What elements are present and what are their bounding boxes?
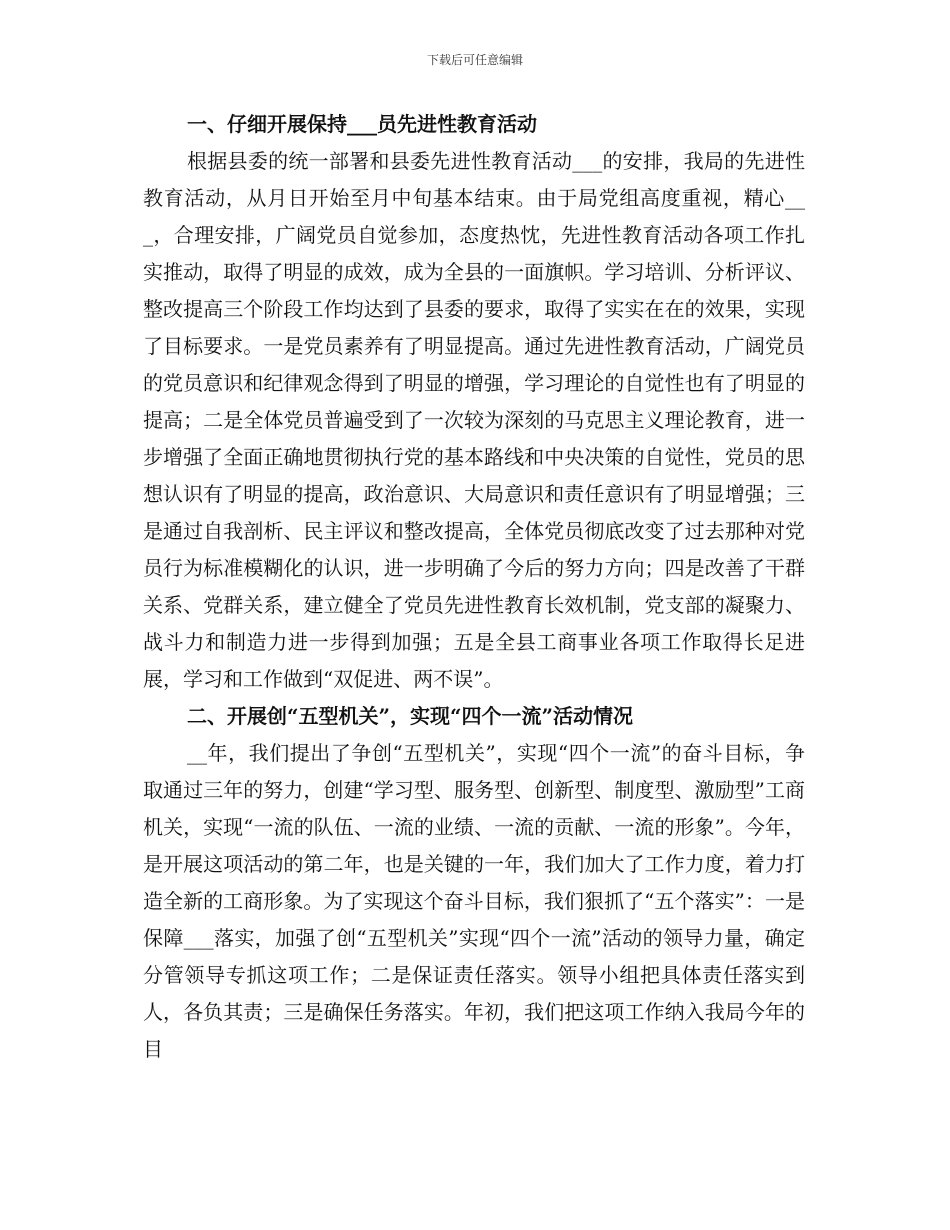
page-header-note: 下载后可任意编辑 xyxy=(426,53,523,67)
section-heading: 一、仔细开展保持___员先进性教育活动 xyxy=(187,112,537,136)
document-body xyxy=(143,106,805,1068)
section-heading: 二、开展创“五型机关”，实现“四个一流”活动情况 xyxy=(187,704,634,728)
section-paragraph: 根据县委的统一部署和县委先进性教育活动___的安排，我局的先进性教育活动，从月日开始至月中旬基本结束。由于局党组高度重视，精心___，合理安排，广阔党员自觉参加，态度热忱，先进性教育活动各项工作扎实推动，取得了明显的成效，成为全县的一面旗帜。学习培训、分析评议、整改提高三个阶段工作均达到了县委的要求，取得了实实在在的效果，实现了目标要求。一是党员素养有了明显提高。通过先进性教育活动，广阔党员的党员意识和纪律观念得到了明显的增强，学习理论的自觉性也有了明显的提高；二是全体党员普遍受到了一次较为深刻的马克思主义理论教育，进一步增强了全面正确地贯彻执行党的基本路线和中央决策的自觉性，党员的思想认识有了明显的提高，政治意识、大局意识和责任意识有了明显增强；三是通过自我剖析、民主评议和整改提高，全体党员彻底改变了过去那种对党员行为标准模糊化的认识，进一步明确了今后的努力方向；四是改善了干群关系、党群关系，建立健全了党员先进性教育长效机制，党支部的凝聚力、战斗力和制造力进一步得到加强；五是全县工商事业各项工作取得长足进展，学习和工作做到“双促进、两不误”。 xyxy=(143,149,805,691)
section-paragraph: __年，我们提出了争创“五型机关”，实现“四个一流”的奋斗目标，争取通过三年的努力，创建“学习型、服务型、创新型、制度型、激励型”工商机关，实现“一流的队伍、一流的业绩、一流的贡献、一流的形象”。今年，是开展这项活动的第二年，也是关键的一年，我们加大了工作力度，着力打造全新的工商形象。为了实现这个奋斗目标，我们狠抓了“五个落实”：一是保障___落实，加强了创“五型机关”实现“四个一流”活动的领导力量，确定分管领导专抓这项工作；二是保证责任落实。领导小组把具体责任落实到人，各负其责；三是确保任务落实。年初，我们把这项工作纳入我局今年的目 xyxy=(143,741,805,1061)
